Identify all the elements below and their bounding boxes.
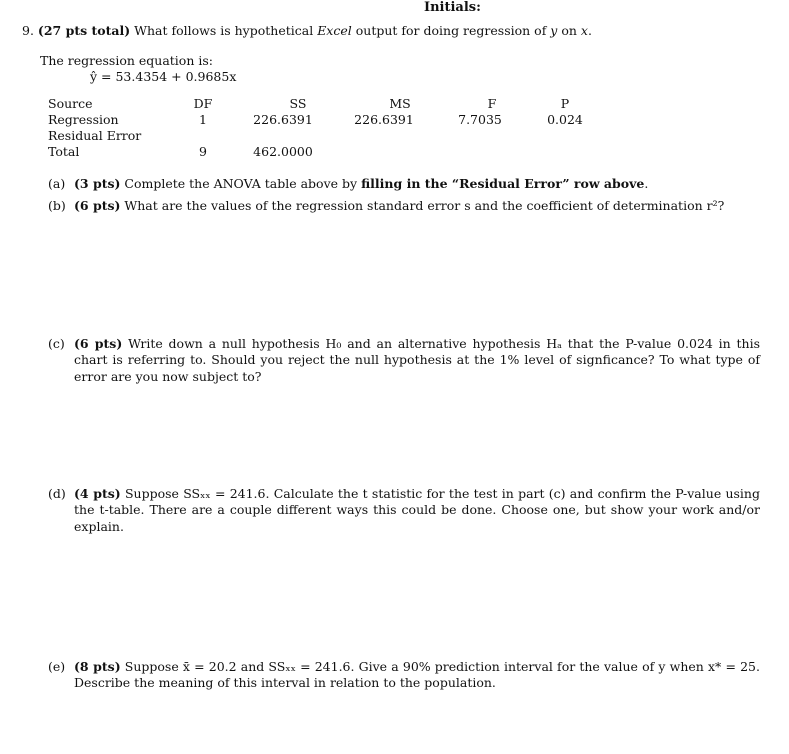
part-a-text: (3 pts) Complete the ANOVA table above by filling in the “Residual Error” row above. (74, 176, 649, 191)
row-regression-p: 0.024 (547, 112, 583, 127)
initials-label: Initials: (424, 0, 481, 15)
part-c-label: (c) (48, 336, 65, 351)
part-c-text: (6 pts) Write down a null hypothesis H₀ and an alternative hypothesis Hₐ that the P-value 0.024 in this chart is referring to. Should you reject the null hypothesis at the 1% level of signficance? To what type of error are you now subject to? (74, 336, 760, 384)
row-source-regression: Regression (48, 112, 119, 127)
row-total-ss: 462.0000 (253, 144, 313, 159)
col-header-ms: MS (389, 96, 411, 111)
regression-equation: ŷ = 53.4354 + 0.9685x (90, 69, 237, 84)
part-e-label: (e) (48, 659, 66, 674)
row-regression-ss: 226.6391 (253, 112, 313, 127)
part-d-text: (4 pts) Suppose SSₓₓ = 241.6. Calculate the t statistic for the test in part (c) and confirm the P-value using the t-table. There are a couple different ways this could be done. Choose one, but show your work and/or explain. (74, 486, 760, 534)
question-heading (22, 23, 592, 39)
col-header-source: Source (48, 96, 93, 111)
part-a-label: (a) (48, 176, 66, 191)
question-intro: What follows is hypothetical Excel output for doing regression of y on x. (134, 23, 592, 38)
question-number: 9. (22, 23, 34, 38)
part-e-text: (8 pts) Suppose x̄ = 20.2 and SSₓₓ = 241.6. Give a 90% prediction interval for the value of y when x* = 25. Describe the meaning of this interval in relation to the population. (74, 659, 760, 691)
question-points: (27 pts total) (37, 23, 131, 38)
part-b-text: (6 pts) What are the values of the regression standard error s and the coefficient of determination r²? (74, 198, 725, 213)
row-source-total: Total (48, 144, 80, 159)
row-source-residual-error: Residual Error (48, 128, 142, 143)
row-regression-ms: 226.6391 (354, 112, 414, 127)
col-header-ss: SS (289, 96, 307, 111)
col-header-p: P (560, 96, 570, 111)
row-regression-df: 1 (199, 112, 207, 127)
col-header-df: DF (193, 96, 213, 111)
regression-label: The regression equation is: (40, 53, 213, 68)
row-total-df: 9 (199, 144, 207, 159)
part-d-label: (d) (48, 486, 66, 501)
row-regression-f: 7.7035 (458, 112, 502, 127)
part-b-label: (b) (48, 198, 66, 213)
col-header-f: F (487, 96, 497, 111)
